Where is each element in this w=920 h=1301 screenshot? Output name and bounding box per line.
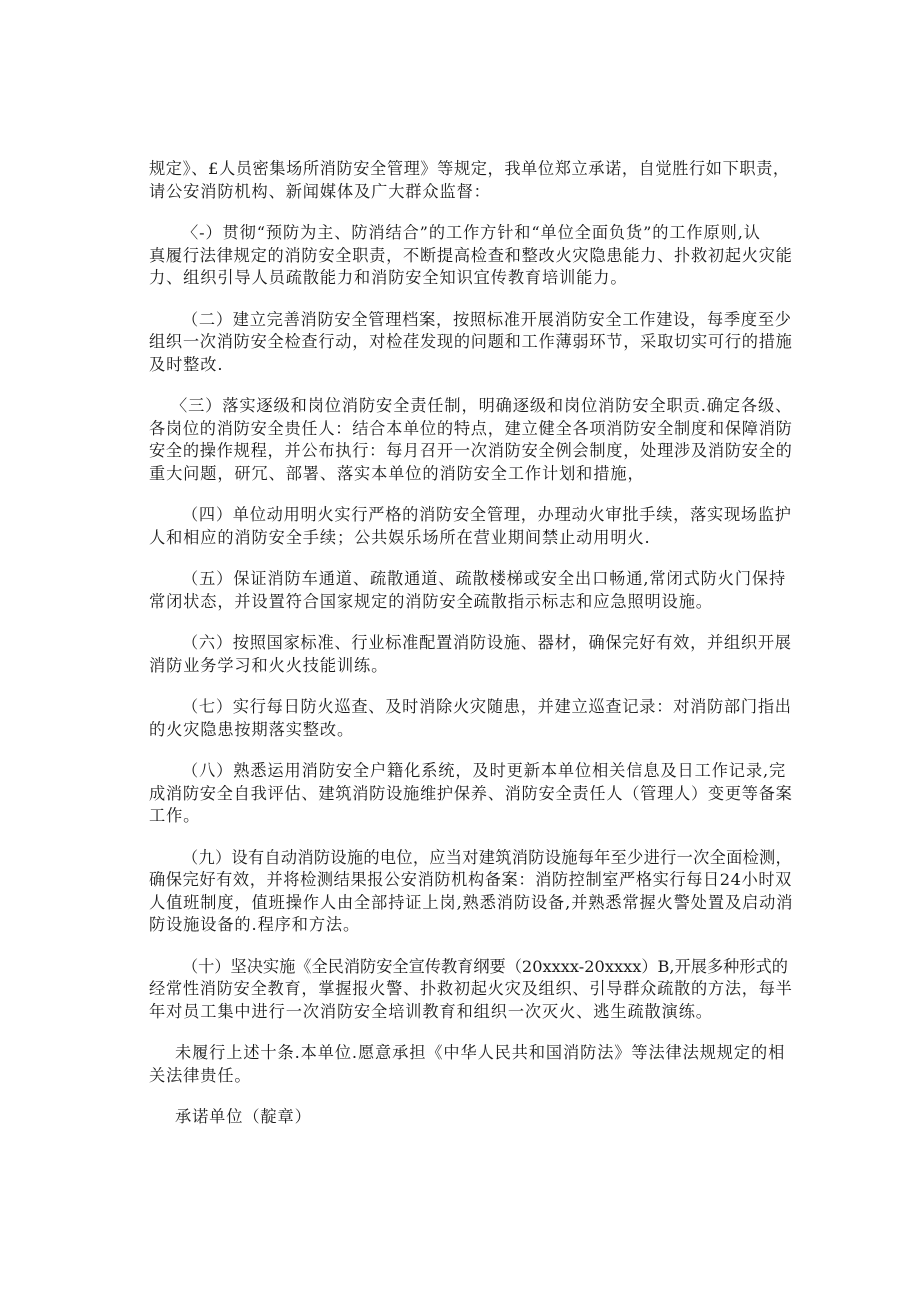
text-line: 及时整改. — [149, 354, 224, 374]
text-line: （十）坚决实施《全民消防安全宣传教育纲要（20xxxx-20xxxx）B,开展多种形式的 — [182, 956, 788, 976]
item-paragraph-4 — [149, 504, 794, 549]
text-line: 各岗位的消防安全贵任人：结合本单位的特点，建立健全各项消防安全制度和保障消防 — [149, 418, 793, 438]
closing-paragraph — [149, 1042, 794, 1087]
intro-paragraph — [149, 158, 794, 203]
text-line: 规定》、£人员密集场所消防安全管理》等规定，我单位郑立承诺，自觉胜行如下职责， — [149, 159, 790, 178]
text-line: 消防业务学习和火火技能训练。 — [149, 655, 389, 675]
text-line: 成消防安全自我评估、建筑消防设施维护保养、消防安全责任人（管理人）变更等备案 — [149, 783, 793, 803]
item-paragraph-9 — [149, 847, 794, 937]
item-paragraph-2 — [149, 309, 794, 377]
text-line: 工作。 — [149, 806, 201, 825]
text-line: （九）设有自动消防设施的电位，应当对建筑消防设施每年至少进行一次全面检测， — [182, 847, 793, 867]
text-line: （四）单位动用明火实行严格的消防安全管理，办理动火审批手续，落实现场监护 — [182, 505, 792, 524]
item-paragraph-10 — [149, 956, 794, 1024]
item-paragraph-5 — [149, 568, 794, 613]
text-line: 常闭状态，并设置符合国家规定的消防安全疏散指示标志和应急照明设施。 — [149, 591, 713, 611]
text-line: （七）实行每日防火巡查、及时消除火灾随患，并建立巡查记录：对消防部门指出 — [182, 697, 792, 716]
item-paragraph-7 — [149, 696, 794, 741]
signature-label: 承诺单位（靛章） — [175, 1107, 312, 1126]
item-paragraph-3 — [149, 395, 794, 485]
text-line: 经常性消防安全教育，掌握报火警、扑救初起火灾及组织、引导群众疏散的方法，每半 — [149, 979, 793, 998]
item-paragraph-1 — [149, 222, 794, 290]
text-line: 〈三）落实逐级和岗位消防安全责任制，明确逐级和岗位消防安全职贡.确定各级、 — [171, 396, 793, 415]
text-line: （六）按照国家标准、行业标准配置消防设施、器材，确保完好有效，并组织开展 — [182, 633, 792, 652]
text-line: （八）熟悉运用消防安全户籍化系统，及时更新本单位相关信息及日工作记录,完 — [182, 761, 787, 780]
text-line: 〈-）贯彻“预防为主、防消结合”的工作方针和“单位全面负货”的工作原则,认 — [182, 223, 761, 242]
text-line: 确保完好有效，并将检测结果报公安消防机构备案：消防控制室严格实行每日24小时双 — [149, 870, 792, 889]
item-paragraph-6 — [149, 632, 794, 677]
text-line: 组织一次消防安全检查行动，对检荏发现的问题和工作薄弱环节，采取切实可行的措施 — [149, 332, 793, 351]
text-line: 请公安消防机构、新闻媒体及广大群众监督： — [149, 181, 491, 201]
text-line: 人和相应的消防安全手续；公共娱乐场所在营业期间禁止动用明火. — [149, 527, 651, 547]
text-line: （二）建立完善消防安全管理档案，按照标准开展消防安全工作建设，每季度至少 — [182, 309, 792, 329]
text-line: 安全的操作规程，并公布执行：每月召开一次消防安全例会制度，处理涉及消防安全的 — [149, 441, 793, 460]
signature-block — [149, 1106, 794, 1129]
text-line: 的火灾隐患按期落实整改。 — [149, 719, 355, 739]
text-line: 人值班制度，值班操作人由全部持证上岗,熟悉消防设备,并熟悉常握火警处置及启动消 — [149, 892, 794, 912]
text-line: 年对员工集中进行一次消防安全培训教育和组织一次灭火、逃生疏散演练。 — [149, 1001, 713, 1021]
text-line: （五）保证消防车通道、疏散通道、疏散楼梯或安全出口畅通,常闭式防火门保持 — [182, 569, 787, 588]
text-line: 真履行法律规定的消防安全职责，不断提高检查和整改火灾隐患能力、扑救初起火灾能 — [149, 245, 793, 265]
text-line: 重大问题，研冗、部署、落实本单位的消防安全工作计划和措施， — [149, 463, 645, 483]
text-line: 关法律贵任。 — [149, 1065, 252, 1085]
item-paragraph-8 — [149, 760, 794, 828]
text-line: 未履行上述十条.本单位.愿意承担《中华人民共和国消防法》等法律法规规定的相 — [175, 1043, 786, 1062]
text-line: 防设施设备的.程序和方法。 — [149, 915, 361, 934]
text-line: 力、组织引导人员疏散能力和消防安全知识宜传教育培训能力。 — [149, 268, 628, 287]
document-body — [149, 158, 794, 1148]
